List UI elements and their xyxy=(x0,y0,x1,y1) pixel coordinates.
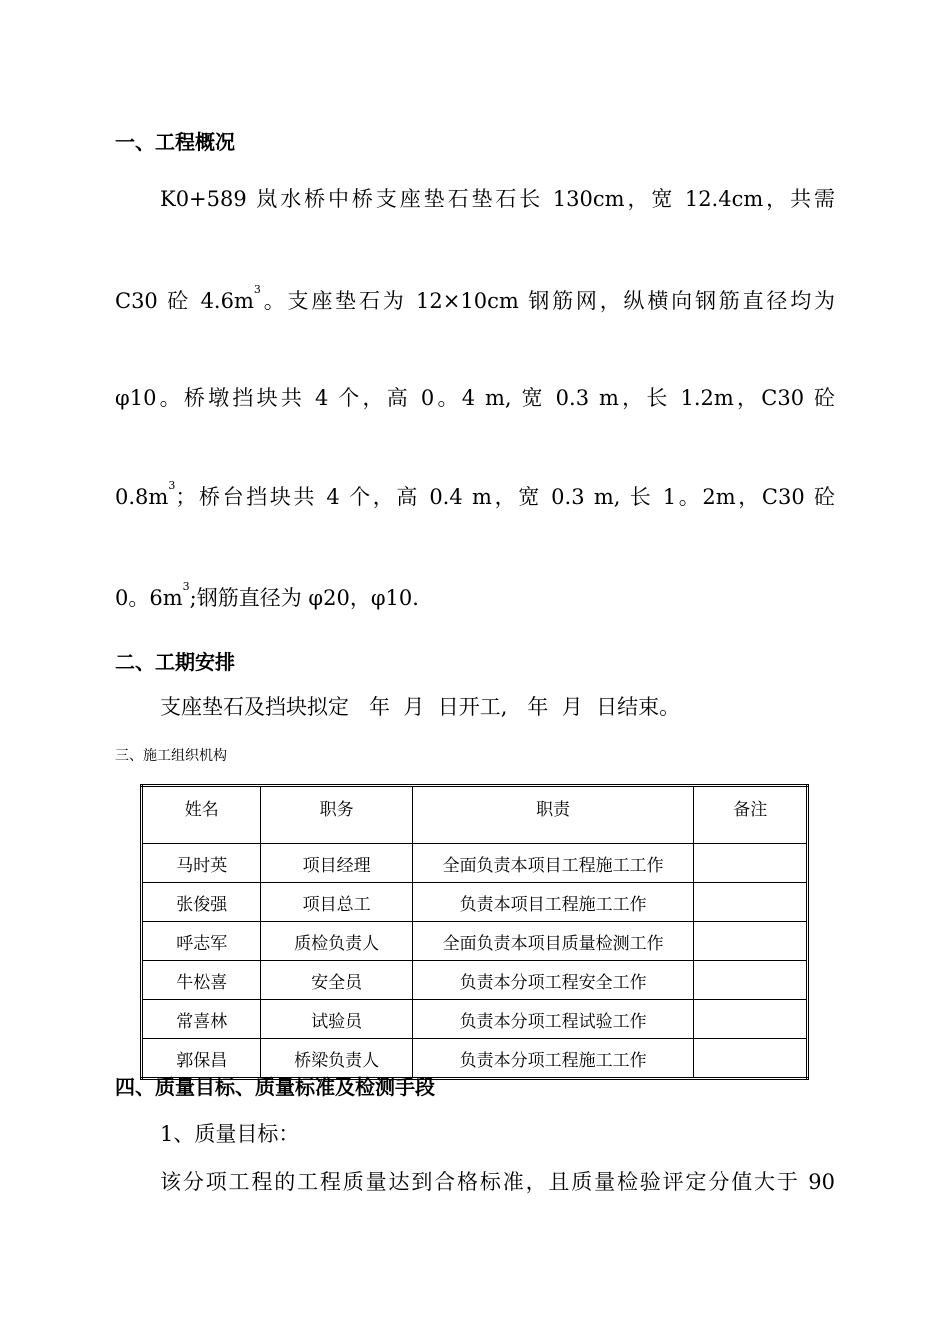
quality-target-subheading: 1、质量目标： xyxy=(160,1122,300,1146)
cell-name: 张俊强 xyxy=(142,883,261,922)
section-4-heading: 四、质量目标、质量标准及检测手段 xyxy=(115,1075,435,1099)
cell-name: 马时英 xyxy=(142,844,261,883)
cell-remark xyxy=(694,961,808,1000)
overview-line-2 xyxy=(115,285,835,315)
section-2-heading: 二、工期安排 xyxy=(115,650,235,674)
cell-remark xyxy=(694,883,808,922)
overview-line-5 xyxy=(115,582,419,612)
cell-remark xyxy=(694,922,808,961)
overview-line-4 xyxy=(115,481,835,511)
table-row xyxy=(142,922,808,961)
schedule-text: 支座垫石及挡块拟定 年 月 日开工, 年 月 日结束。 xyxy=(160,695,681,719)
overview-line-5-b: ;钢筋直径为 φ20，φ10. xyxy=(189,586,419,610)
col-header-name: 姓名 xyxy=(142,786,261,844)
col-header-position: 职务 xyxy=(261,786,412,844)
cell-name: 牛松喜 xyxy=(142,961,261,1000)
overview-line-2-a: C30 砼 4.6m xyxy=(115,289,254,313)
table-row xyxy=(142,961,808,1000)
table-row xyxy=(142,883,808,922)
cell-duty: 负责本分项工程试验工作 xyxy=(412,1000,694,1039)
table-row xyxy=(142,844,808,883)
cell-position: 安全员 xyxy=(261,961,412,1000)
organization-table xyxy=(140,784,809,1080)
cell-remark xyxy=(694,1039,808,1079)
quality-target-text: 该分项工程的工程质量达到合格标准，且质量检验评定分值大于 90 xyxy=(160,1170,835,1194)
cell-position: 项目经理 xyxy=(261,844,412,883)
cell-position: 项目总工 xyxy=(261,883,412,922)
cell-remark xyxy=(694,1000,808,1039)
overview-line-4-a: 0.8m xyxy=(115,485,169,509)
overview-line-2-b: 。支座垫石为 12×10cm 钢筋网，纵横向钢筋直径均为 xyxy=(260,289,836,313)
table-row xyxy=(142,1000,808,1039)
cell-position: 质检负责人 xyxy=(261,922,412,961)
cell-duty: 全面负责本项目工程施工工作 xyxy=(412,844,694,883)
overview-line-1: K0+589 岚水桥中桥支座垫石垫石长 130cm，宽 12.4cm，共需 xyxy=(160,187,835,211)
cell-remark xyxy=(694,844,808,883)
superscript-3: 3 xyxy=(168,479,176,492)
cell-position: 试验员 xyxy=(261,1000,412,1039)
superscript-3: 3 xyxy=(182,580,190,593)
col-header-duty: 职责 xyxy=(412,786,694,844)
cell-duty: 负责本分项工程施工工作 xyxy=(412,1039,694,1079)
cell-position: 桥梁负责人 xyxy=(261,1039,412,1079)
cell-name: 郭保昌 xyxy=(142,1039,261,1079)
overview-line-3: φ10。桥墩挡块共 4 个，高 0。4 m, 宽 0.3 m，长 1.2m，C30 砼 xyxy=(115,386,835,410)
superscript-3: 3 xyxy=(253,283,261,296)
table-header-row xyxy=(142,786,808,844)
cell-name: 常喜林 xyxy=(142,1000,261,1039)
section-3-heading: 三、施工组织机构 xyxy=(115,748,227,764)
overview-line-5-a: 0。6m xyxy=(115,586,183,610)
section-1-heading: 一、工程概况 xyxy=(115,130,235,154)
overview-line-4-b: ；桥台挡块共 4 个，高 0.4 m，宽 0.3 m, 长 1。2m，C30 砼 xyxy=(175,485,835,509)
cell-name: 呼志军 xyxy=(142,922,261,961)
cell-duty: 负责本项目工程施工工作 xyxy=(412,883,694,922)
cell-duty: 全面负责本项目质量检测工作 xyxy=(412,922,694,961)
cell-duty: 负责本分项工程安全工作 xyxy=(412,961,694,1000)
col-header-remark: 备注 xyxy=(694,786,808,844)
